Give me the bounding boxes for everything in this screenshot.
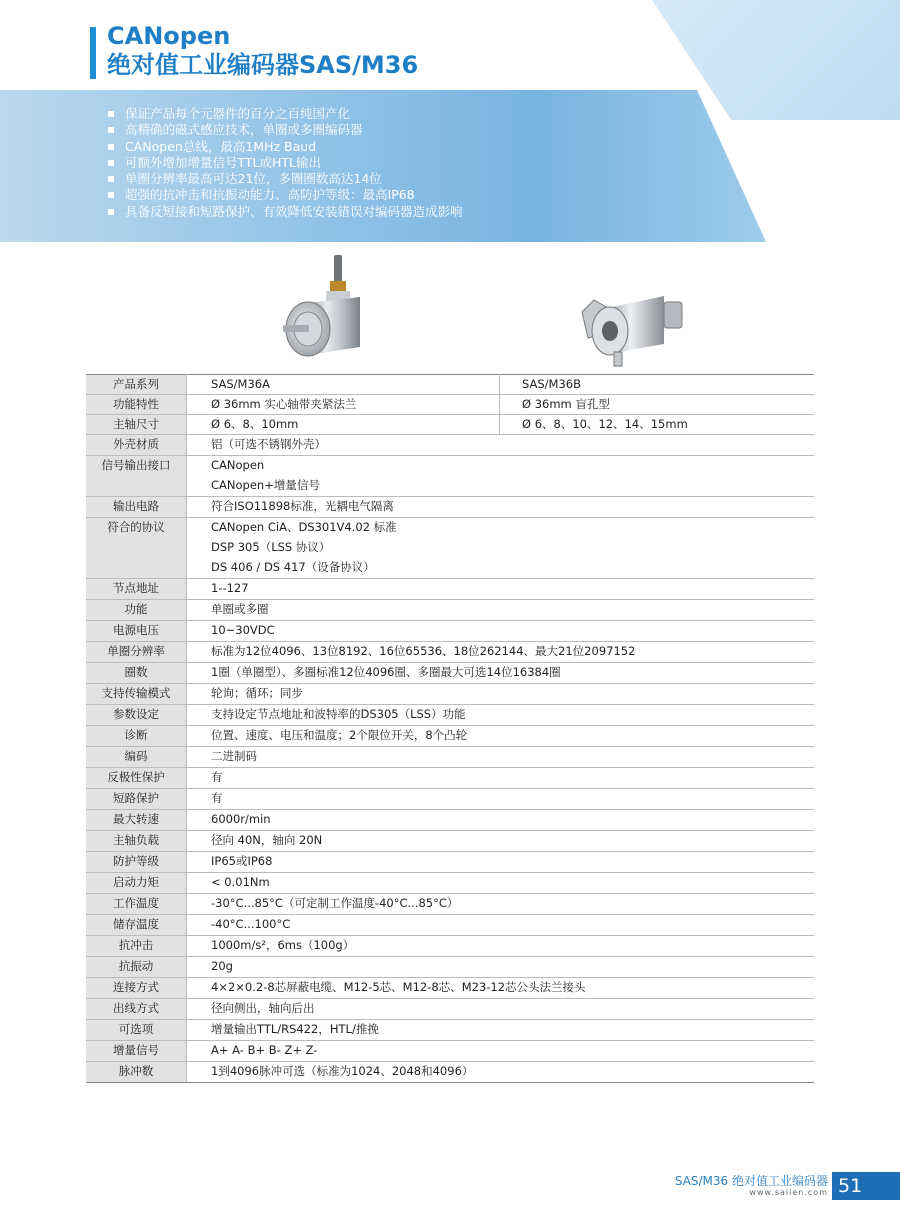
spec-row <box>86 873 814 894</box>
spec-label: 出线方式 <box>86 999 187 1020</box>
spec-row <box>86 435 814 456</box>
spec-value-line: 20g <box>211 959 233 973</box>
spec-value <box>187 999 815 1020</box>
title-line-1: CANopen <box>107 22 231 50</box>
spec-row <box>86 768 814 789</box>
feature-item: 高精确的磁式感应技术，单圈或多圈编码器 <box>108 122 463 138</box>
spec-value-b: Ø 6、8、10、12、14、15mm <box>500 415 815 435</box>
spec-value-line: 有 <box>211 791 223 805</box>
spec-label: 节点地址 <box>86 579 187 600</box>
spec-label: 输出电路 <box>86 497 187 518</box>
spec-value <box>187 684 815 705</box>
spec-value-line: CANopen+增量信号 <box>211 478 320 492</box>
spec-value <box>187 705 815 726</box>
spec-row <box>86 852 814 873</box>
spec-value <box>187 518 815 579</box>
spec-label: 支持传输模式 <box>86 684 187 705</box>
spec-value <box>187 726 815 747</box>
spec-value-line: CANopen <box>211 458 265 472</box>
spec-value-line: IP65或IP68 <box>211 854 273 868</box>
spec-value-b: SAS/M36B <box>500 375 815 395</box>
spec-value <box>187 1020 815 1041</box>
spec-value <box>187 894 815 915</box>
spec-row <box>86 999 814 1020</box>
spec-row <box>86 663 814 684</box>
spec-value-line: 6000r/min <box>211 812 271 826</box>
spec-label: 圈数 <box>86 663 187 684</box>
spec-label: 编码 <box>86 747 187 768</box>
feature-list <box>108 106 463 220</box>
page-title <box>107 22 418 80</box>
feature-item: 单圈分辨率最高可达21位，多圈圈数高达14位 <box>108 171 463 187</box>
spec-value <box>187 957 815 978</box>
spec-label: 抗冲击 <box>86 936 187 957</box>
spec-row <box>86 642 814 663</box>
spec-value-a: SAS/M36A <box>187 375 500 395</box>
spec-value-line: 增量输出TTL/RS422，HTL/推挽 <box>211 1022 379 1036</box>
spec-value <box>187 663 815 684</box>
spec-label: 防护等级 <box>86 852 187 873</box>
page-number: 51 <box>832 1172 900 1200</box>
spec-label: 电源电压 <box>86 621 187 642</box>
spec-value <box>187 768 815 789</box>
spec-label: 增量信号 <box>86 1041 187 1062</box>
spec-row <box>86 375 814 395</box>
spec-value-line: 1--127 <box>211 581 249 595</box>
spec-value-line: 轮询；循环；同步 <box>211 686 303 700</box>
spec-value-line: 1到4096脉冲可选（标准为1024、2048和4096） <box>211 1064 474 1078</box>
spec-value-line: -30°C...85°C（可定制工作温度-40°C...85°C） <box>211 896 459 910</box>
spec-label: 反极性保护 <box>86 768 187 789</box>
spec-label: 诊断 <box>86 726 187 747</box>
spec-value <box>187 621 815 642</box>
spec-value <box>187 915 815 936</box>
spec-label: 主轴负载 <box>86 831 187 852</box>
spec-label: 产品系列 <box>86 375 187 395</box>
spec-value-line: 有 <box>211 770 223 784</box>
spec-value-b: Ø 36mm 盲孔型 <box>500 395 815 415</box>
spec-value <box>187 456 815 497</box>
spec-row <box>86 395 814 415</box>
spec-value-line: 1圈（单圈型）、多圈标准12位4096圈、多圈最大可选14位16384圈 <box>211 665 561 679</box>
spec-value <box>187 579 815 600</box>
spec-value <box>187 789 815 810</box>
spec-value <box>187 1062 815 1083</box>
footer-title: SAS/M36 绝对值工业编码器 <box>674 1174 828 1188</box>
spec-value-a: Ø 6、8、10mm <box>187 415 500 435</box>
spec-label: 启动力矩 <box>86 873 187 894</box>
spec-value-line: CANopen CiA、DS301V4.02 标准 <box>211 520 397 534</box>
spec-value-line: 位置、速度、电压和温度；2个限位开关，8个凸轮 <box>211 728 468 742</box>
title-line-2: 绝对值工业编码器SAS/M36 <box>107 51 419 79</box>
spec-label: 抗振动 <box>86 957 187 978</box>
spec-row <box>86 789 814 810</box>
spec-value-line: DS 406 / DS 417（设备协议） <box>211 560 375 574</box>
spec-row <box>86 518 814 579</box>
spec-value-line: 1000m/s²，6ms（100g） <box>211 938 355 952</box>
spec-row <box>86 810 814 831</box>
spec-row <box>86 1062 814 1083</box>
feature-item: 保证产品每个元器件的百分之百纯国产化 <box>108 106 463 122</box>
spec-label: 储存温度 <box>86 915 187 936</box>
spec-row <box>86 747 814 768</box>
spec-row <box>86 936 814 957</box>
spec-row <box>86 705 814 726</box>
spec-row <box>86 915 814 936</box>
encoder-solid-shaft-image <box>268 255 368 370</box>
spec-label: 主轴尺寸 <box>86 415 187 435</box>
spec-value-line: 二进制码 <box>211 749 257 763</box>
spec-value <box>187 747 815 768</box>
spec-row <box>86 579 814 600</box>
spec-label: 单圈分辨率 <box>86 642 187 663</box>
spec-value <box>187 936 815 957</box>
spec-value <box>187 873 815 894</box>
spec-table <box>86 374 814 1083</box>
feature-item: 超强的抗冲击和抗振动能力、高防护等级：最高IP68 <box>108 187 463 203</box>
feature-item: 可额外增加增量信号TTL或HTL输出 <box>108 155 463 171</box>
spec-row <box>86 726 814 747</box>
spec-value-line: 径向侧出，轴向后出 <box>211 1001 315 1015</box>
spec-row <box>86 621 814 642</box>
spec-value-line: A+ A- B+ B- Z+ Z- <box>211 1043 318 1057</box>
spec-label: 符合的协议 <box>86 518 187 579</box>
spec-value <box>187 497 815 518</box>
spec-label: 信号输出接口 <box>86 456 187 497</box>
spec-row <box>86 415 814 435</box>
title-accent-bar <box>90 27 96 79</box>
spec-label: 短路保护 <box>86 789 187 810</box>
spec-value-line: 10~30VDC <box>211 623 275 637</box>
spec-value-line: DSP 305（LSS 协议） <box>211 540 331 554</box>
spec-value-line: 符合ISO11898标准，光耦电气隔离 <box>211 499 394 513</box>
spec-label: 外壳材质 <box>86 435 187 456</box>
spec-value-line: 4×2×0.2-8芯屏蔽电缆、M12-5芯、M12-8芯、M23-12芯公头法兰接头 <box>211 980 586 994</box>
spec-label: 脉冲数 <box>86 1062 187 1083</box>
spec-value <box>187 1041 815 1062</box>
spec-value <box>187 810 815 831</box>
spec-value-line: -40°C...100°C <box>211 917 291 931</box>
spec-value-line: 铝（可选不锈钢外壳） <box>211 437 326 451</box>
spec-row <box>86 978 814 999</box>
spec-label: 功能 <box>86 600 187 621</box>
spec-value-line: < 0.01Nm <box>211 875 270 889</box>
spec-row <box>86 957 814 978</box>
spec-value <box>187 831 815 852</box>
encoder-blind-hollow-image <box>578 282 688 367</box>
spec-label: 最大转速 <box>86 810 187 831</box>
feature-item: CANopen总线，最高1MHz Baud <box>108 139 463 155</box>
spec-row <box>86 497 814 518</box>
spec-value <box>187 978 815 999</box>
spec-value <box>187 600 815 621</box>
spec-value <box>187 435 815 456</box>
spec-value-line: 径向 40N，轴向 20N <box>211 833 323 847</box>
spec-value-line: 标准为12位4096、13位8192、16位65536、18位262144、最大21位2097152 <box>211 644 636 658</box>
spec-row <box>86 894 814 915</box>
spec-row <box>86 1041 814 1062</box>
spec-row <box>86 831 814 852</box>
spec-row <box>86 600 814 621</box>
spec-label: 连接方式 <box>86 978 187 999</box>
spec-label: 工作温度 <box>86 894 187 915</box>
spec-row <box>86 1020 814 1041</box>
spec-value-line: 单圈或多圈 <box>211 602 269 616</box>
spec-label: 可选项 <box>86 1020 187 1041</box>
spec-value <box>187 852 815 873</box>
feature-item: 具备反短接和短路保护、有效降低安装错误对编码器造成影响 <box>108 204 463 220</box>
spec-label: 功能特性 <box>86 395 187 415</box>
footer <box>675 1174 828 1198</box>
spec-row <box>86 456 814 497</box>
spec-value-a: Ø 36mm 实心轴带夹紧法兰 <box>187 395 500 415</box>
spec-value-line: 支持设定节点地址和波特率的DS305（LSS）功能 <box>211 707 466 721</box>
spec-row <box>86 684 814 705</box>
footer-url: www.saiien.com <box>749 1188 828 1197</box>
spec-label: 参数设定 <box>86 705 187 726</box>
spec-value <box>187 642 815 663</box>
